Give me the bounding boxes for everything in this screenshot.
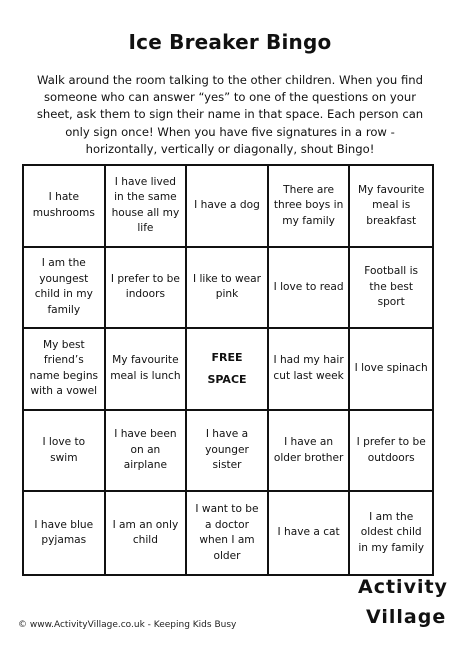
bingo-cell-r1c2: I have lived in the same house all my life [106,166,188,248]
bingo-cell-r3c5: I love spinach [350,329,432,411]
bingo-cell-r3c4: I had my hair cut last week [269,329,351,411]
bingo-cell-r4c1: I love to swim [24,411,106,493]
bingo-cell-r5c5: I am the oldest child in my family [358,510,425,554]
bingo-cell-r4c2: I have been on an airplane [106,411,188,493]
bingo-cell-r1c3: I have a dog [187,166,269,248]
bingo-cell-r4c3: I have a younger sister [187,411,269,493]
bingo-grid [22,164,434,576]
bingo-cell-r1c4: There are three boys in my family [269,166,351,248]
instructions-text: Walk around the room talking to the other children. When you find someone who can answer “yes” to one of the questions on your sheet, ask them to sign their name in that space. Each person can only sign once! When you have five signatures in a row - horizontally, vertically or diagonally, shout Bingo! [36,73,424,156]
bingo-cell-r5c2: I am an only child [106,492,188,574]
bingo-cell-r4c5: I prefer to be outdoors [350,411,432,493]
bingo-cell-r2c5: Football is the best sport [350,248,432,330]
free-space-line1: FREE [211,350,243,364]
bingo-cell-r2c4: I love to read [269,248,351,330]
activity-village-logo [356,576,446,636]
bingo-cell-r5c1: I have blue pyjamas [24,492,106,574]
bingo-cell-r2c2: I prefer to be indoors [106,248,188,330]
bingo-cell-r3c1: My best friend’s name begins with a vowel [24,329,106,411]
bingo-cell-r5c4: I have a cat [269,492,351,574]
page-title: Ice Breaker Bingo [128,30,332,54]
logo-word-village: Village [366,606,447,628]
bingo-cell-r5c3: I want to be a doctor when I am older [187,492,269,574]
bingo-cell-r2c3: I like to wear pink [187,248,269,330]
logo-word-activity: Activity [358,576,448,598]
free-space-line2: SPACE [207,372,247,386]
free-space-cell [187,329,269,411]
bingo-cell-r2c1: I am the youngest child in my family [24,248,106,330]
bingo-cell-r3c2: My favourite meal is lunch [106,329,188,411]
bingo-cell-r1c5: My favourite meal is breakfast [350,166,432,248]
bingo-cell-r4c4: I have an older brother [269,411,351,493]
bingo-cell-r1c1: I hate mushrooms [24,166,106,248]
footer-copyright: © www.ActivityVillage.co.uk - Keeping Kids Busy [18,620,237,630]
